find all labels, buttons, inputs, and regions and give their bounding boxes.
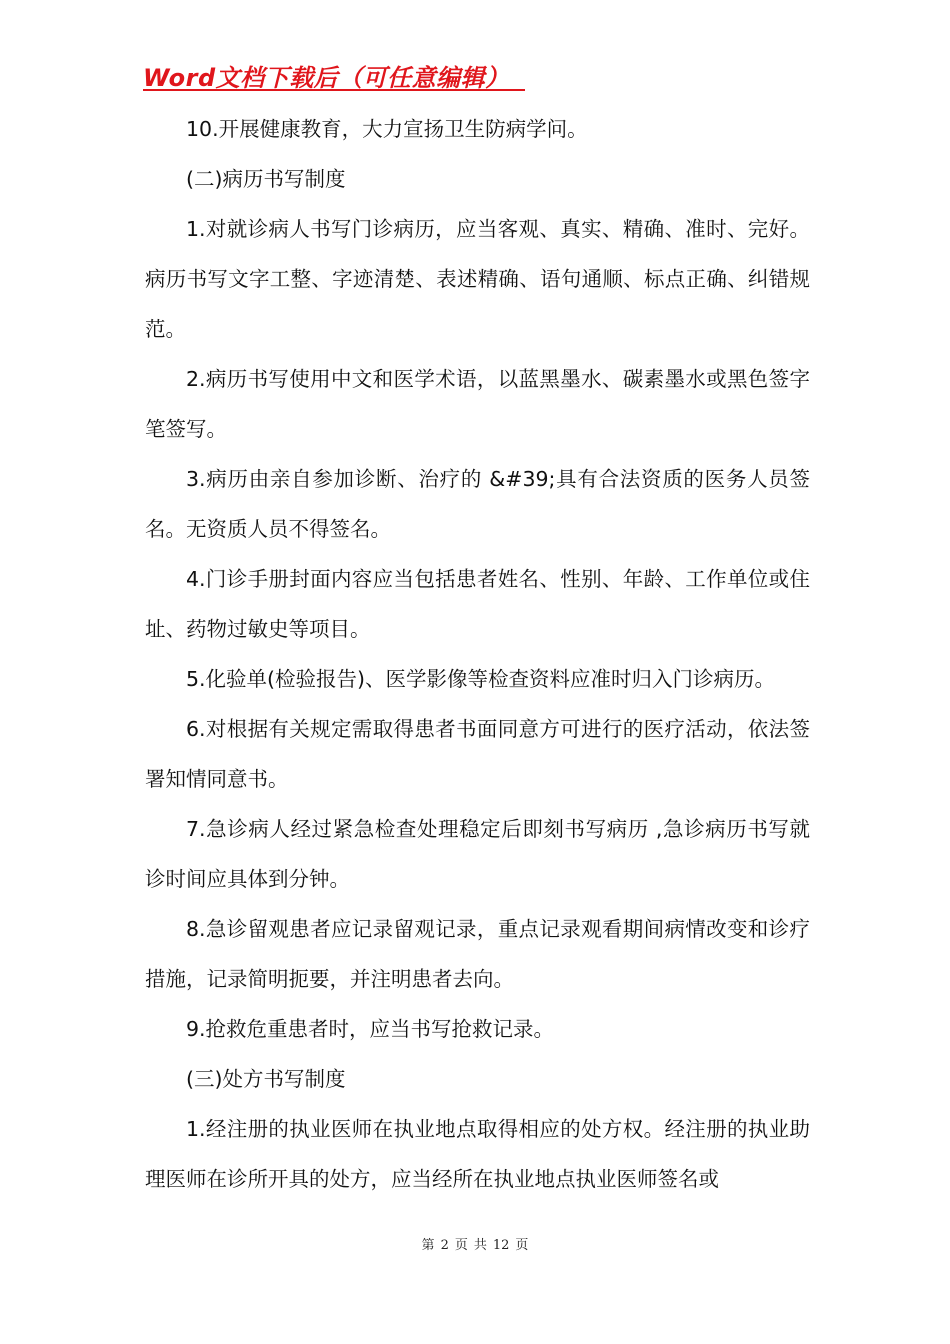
document-body (145, 104, 810, 1204)
paragraph: 5.化验单(检验报告)、医学影像等检查资料应准时归入门诊病历。 (186, 667, 776, 691)
footer-total-word: 共 (473, 1238, 487, 1253)
footer-prefix: 第 (421, 1238, 435, 1253)
paragraph: 4.门诊手册封面内容应当包括患者姓名、性别、年龄、工作单位或住址、药物过敏史等项目。 (145, 567, 810, 641)
section-heading: (三)处方书写制度 (186, 1067, 346, 1091)
page-footer (0, 1234, 950, 1253)
paragraph: 3.病历由亲自参加诊断、治疗的 &#39;具有合法资质的医务人员签名。无资质人员不得签名。 (145, 467, 810, 541)
paragraph: 7.急诊病人经过紧急检查处理稳定后即刻书写病历 ,急诊病历书写就诊时间应具体到分钟。 (145, 817, 810, 891)
paragraph: 1.对就诊病人书写门诊病历，应当客观、真实、精确、准时、完好。病历书写文字工整、字迹清楚、表述精确、语句通顺、标点正确、纠错规范。 (145, 217, 810, 341)
section-heading: (二)病历书写制度 (186, 167, 346, 191)
paragraph: 6.对根据有关规定需取得患者书面同意方可进行的医疗活动，依法签署知情同意书。 (145, 717, 810, 791)
total-pages-number: 12 (492, 1238, 510, 1253)
paragraph: 1.经注册的执业医师在执业地点取得相应的处方权。经注册的执业助理医师在诊所开具的处方，应当经所在执业地点执业医师签名或 (145, 1117, 810, 1191)
current-page-number: 2 (440, 1238, 449, 1253)
paragraph: 9.抢救危重患者时，应当书写抢救记录。 (186, 1017, 555, 1041)
footer-page-word: 页 (454, 1238, 468, 1253)
paragraph: 10.开展健康教育，大力宣扬卫生防病学问。 (186, 117, 588, 141)
footer-suffix: 页 (515, 1238, 529, 1253)
watermark-title: Word文档下载后（可任意编辑） (143, 64, 510, 92)
paragraph: 8.急诊留观患者应记录留观记录，重点记录观看期间病情改变和诊疗措施，记录简明扼要，并注明患者去向。 (145, 917, 810, 991)
paragraph: 2.病历书写使用中文和医学术语，以蓝黑墨水、碳素墨水或黑色签字笔签写。 (145, 367, 810, 441)
watermark-underline (143, 89, 525, 91)
